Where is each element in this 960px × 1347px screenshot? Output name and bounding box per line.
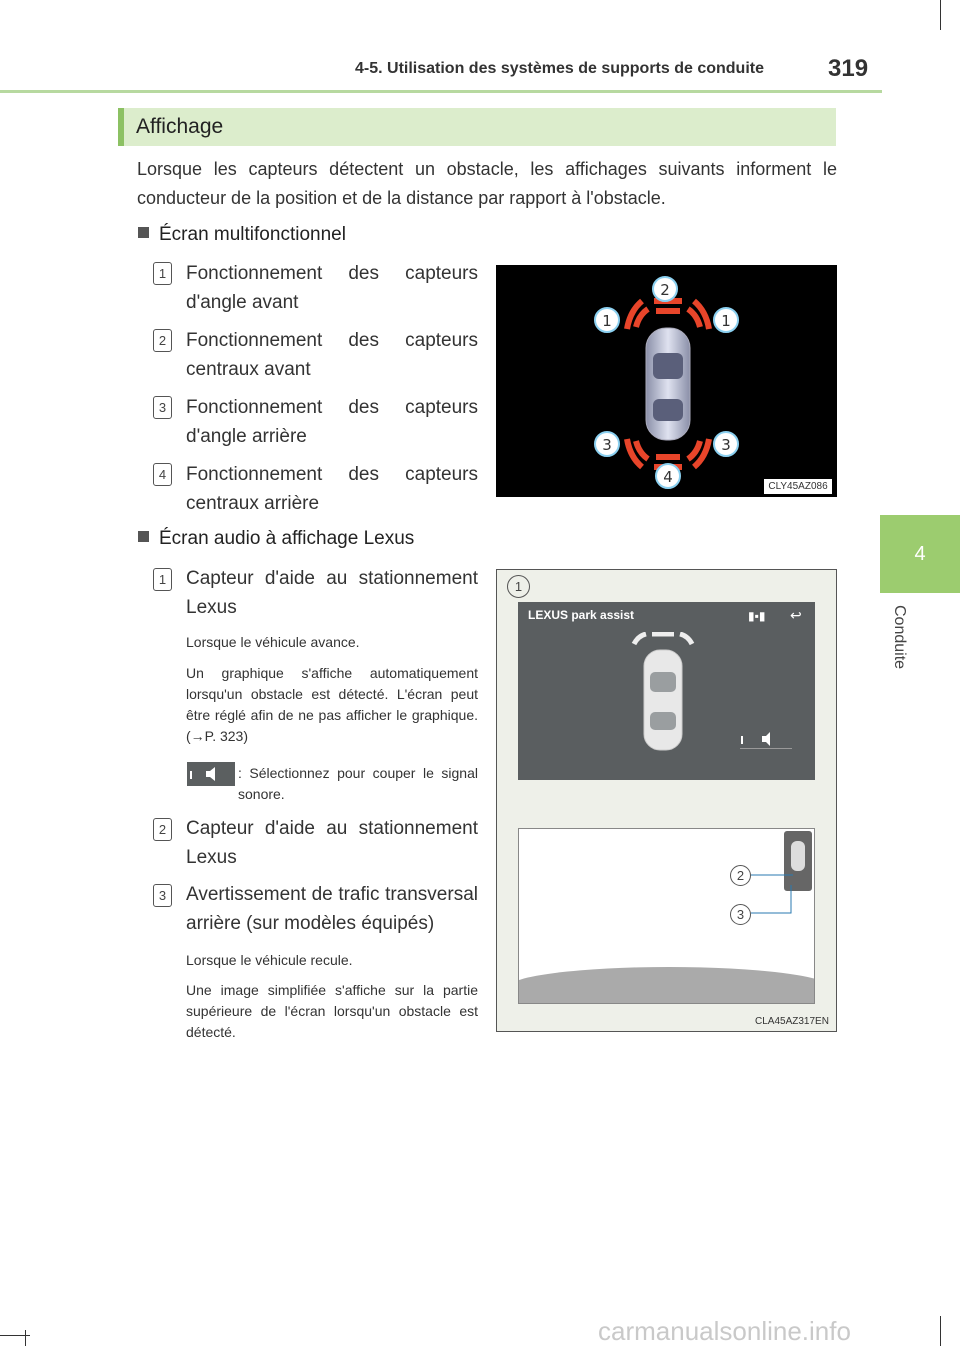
- chapter-title: 4-5. Utilisation des systèmes de supports de conduite: [355, 60, 764, 77]
- car-sensor-illustration: [496, 265, 837, 497]
- signal-icon: ▮▪▮: [748, 609, 766, 623]
- screen-title: LEXUS park assist: [528, 608, 635, 622]
- callout-2: 2: [730, 865, 751, 886]
- chapter-tab-number: 4: [880, 515, 960, 593]
- rear-camera-screen: [518, 828, 815, 1004]
- item-text: Capteur d'aide au stationnement Lexus: [186, 818, 478, 868]
- note-text: Lorsque le véhicule recule.: [186, 952, 353, 968]
- note-text: Un graphique s'affiche automatiquement lorsqu'un obstacle est détecté. L'écran peut être réglé afin de ne pas afficher le graphique. (→P. 323): [186, 665, 478, 744]
- callout-3: 3: [730, 904, 751, 925]
- back-icon: ↩: [790, 607, 802, 623]
- chapter-tab-label: Conduite: [891, 605, 908, 670]
- callout-1: 1: [602, 312, 612, 330]
- figure-code: CLA45AZ317EN: [755, 1016, 829, 1027]
- multi-display-figure: [496, 265, 837, 497]
- figure-code: CLY45AZ086: [764, 479, 832, 494]
- note-text: Une image simplifiée s'affiche sur la partie supérieure de l'écran lorsqu'un obstacle est détecté.: [186, 982, 478, 1040]
- car-icon: [628, 632, 698, 762]
- item-text: Fonctionnement des capteurs centraux arrière: [186, 464, 478, 514]
- item-number: 3: [153, 396, 172, 419]
- item-text: Fonctionnement des capteurs d'angle arrière: [186, 397, 478, 447]
- item-number: 4: [153, 463, 172, 486]
- item-text: Capteur d'aide au stationnement Lexus: [186, 568, 478, 618]
- intro-paragraph: Lorsque les capteurs détectent un obstacle, les affichages suivants informent le conducteur de la position et de la distance par rapport à l'obstacle.: [137, 159, 837, 208]
- page-number: 319: [828, 55, 869, 82]
- mute-icon: [740, 730, 792, 749]
- callout-2: 2: [660, 281, 670, 299]
- audio-display-figure: [496, 569, 837, 1032]
- mute-note: : Sélectionnez pour couper le signal sonore.: [238, 765, 478, 802]
- section-heading: Affichage: [118, 108, 836, 146]
- note-text: Lorsque le véhicule avance.: [186, 634, 360, 650]
- subheading-audio: Écran audio à affichage Lexus: [138, 528, 414, 550]
- subheading-multi: Écran multifonctionnel: [138, 224, 346, 246]
- item-number: 1: [153, 262, 172, 285]
- crop-mark: [940, 1316, 941, 1346]
- header-rule: [0, 90, 882, 93]
- callout-1: 1: [721, 312, 731, 330]
- item-number: 3: [153, 884, 172, 907]
- crop-mark: [940, 0, 941, 30]
- item-number: 2: [153, 329, 172, 352]
- callout-4: 4: [663, 468, 673, 486]
- item-number: 1: [153, 568, 172, 591]
- item-text: Avertissement de trafic transversal arrière (sur modèles équipés): [186, 884, 478, 934]
- item-number: 2: [153, 818, 172, 841]
- callout-3: 3: [721, 436, 731, 454]
- watermark: carmanualsonline.info: [598, 1316, 851, 1346]
- crop-mark: [25, 1330, 26, 1346]
- item-text: Fonctionnement des capteurs d'angle avant: [186, 263, 478, 313]
- park-assist-screen: [518, 602, 815, 780]
- callout-1: 1: [507, 575, 530, 598]
- mute-button-icon: [187, 762, 235, 786]
- item-text: Fonctionnement des capteurs centraux avant: [186, 330, 478, 380]
- callout-3: 3: [602, 436, 612, 454]
